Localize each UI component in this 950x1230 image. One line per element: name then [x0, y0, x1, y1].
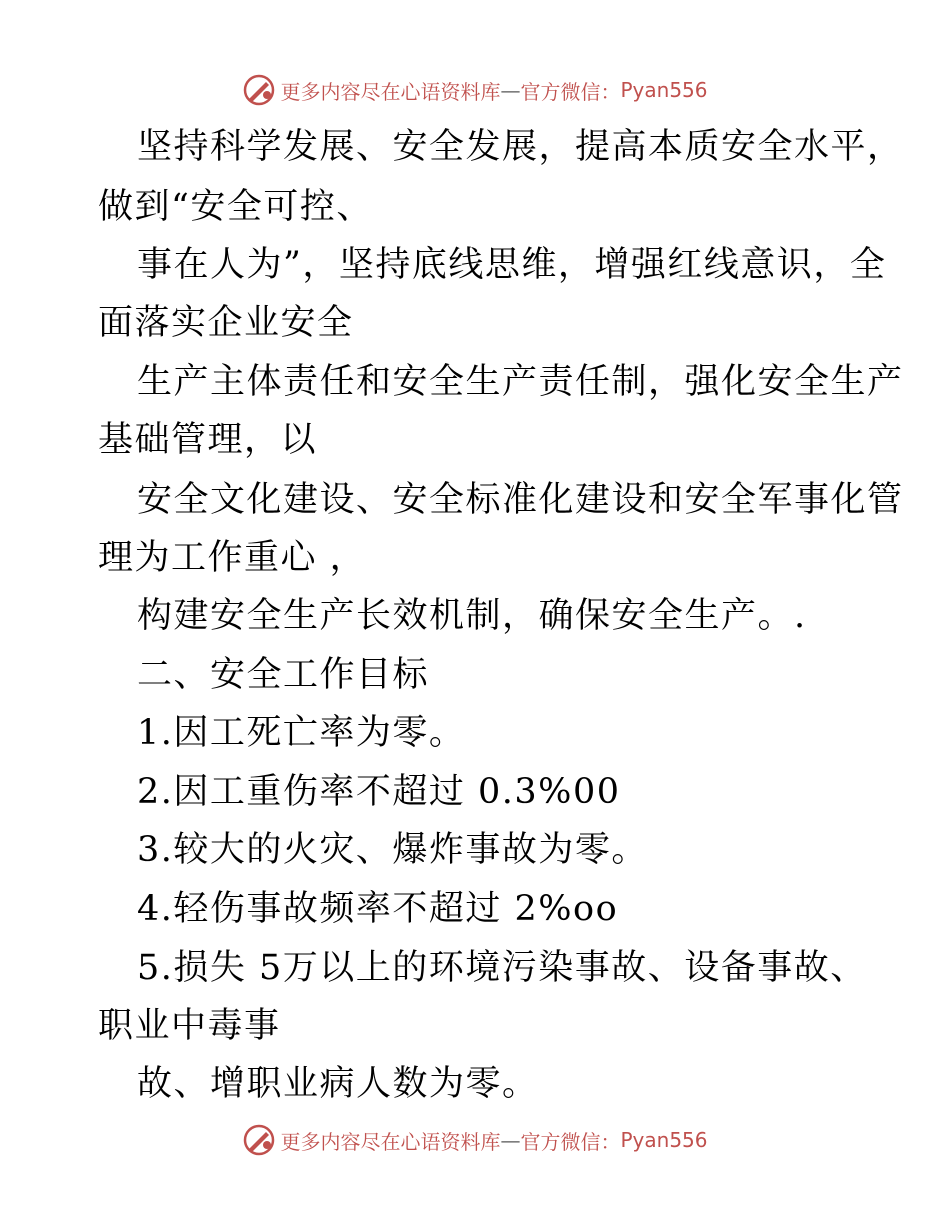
watermark-wechat-id: Pyan556	[620, 78, 708, 102]
watermark-wechat-id: Pyan556	[620, 1128, 708, 1152]
text-line: 理为工作重心 ，	[98, 538, 367, 578]
watermark-separator: —	[500, 1128, 521, 1152]
text-line: 构建安全生产长效机制，确保安全生产。.	[137, 596, 807, 636]
list-item: 2.因工重伤率不超过 0.3%00	[137, 772, 621, 812]
text-line: 事在人为”，坚持底线思维，增强红线意识，全	[137, 245, 887, 285]
watermark-separator: —	[500, 78, 521, 102]
text-line: 面落实企业安全	[98, 303, 354, 343]
text-line: 做到“安全可控、	[98, 187, 373, 227]
text-line: 职业中毒事	[98, 1006, 281, 1046]
watermark-main: 更多内容尽在心语资料库	[280, 1129, 501, 1154]
watermark-wechat-label: 官方微信：	[520, 79, 621, 104]
text-line: 安全文化建设、安全标准化建设和安全军事化管	[137, 480, 904, 520]
text-line: 生产主体责任和安全生产责任制，强化安全生产	[137, 362, 904, 402]
text-line: 基础管理，以	[98, 420, 318, 460]
watermark-footer	[0, 1120, 950, 1160]
section-heading: 二、安全工作目标	[137, 655, 430, 695]
list-item: 5.损失 5万以上的环境污染事故、设备事故、	[137, 948, 867, 988]
pen-logo-icon	[242, 1123, 276, 1157]
text-line: 故、增职业病人数为零。	[137, 1064, 539, 1104]
list-item: 4.轻伤事故频率不超过 2%oo	[137, 889, 619, 929]
watermark-wechat-label: 官方微信：	[520, 1129, 621, 1154]
list-item: 3.较大的火灾、爆炸事故为零。	[137, 830, 648, 870]
text-line: 坚持科学发展、安全发展，提高本质安全水平，	[137, 127, 904, 167]
list-item: 1.因工死亡率为零。	[137, 713, 466, 753]
watermark-main: 更多内容尽在心语资料库	[280, 79, 501, 104]
